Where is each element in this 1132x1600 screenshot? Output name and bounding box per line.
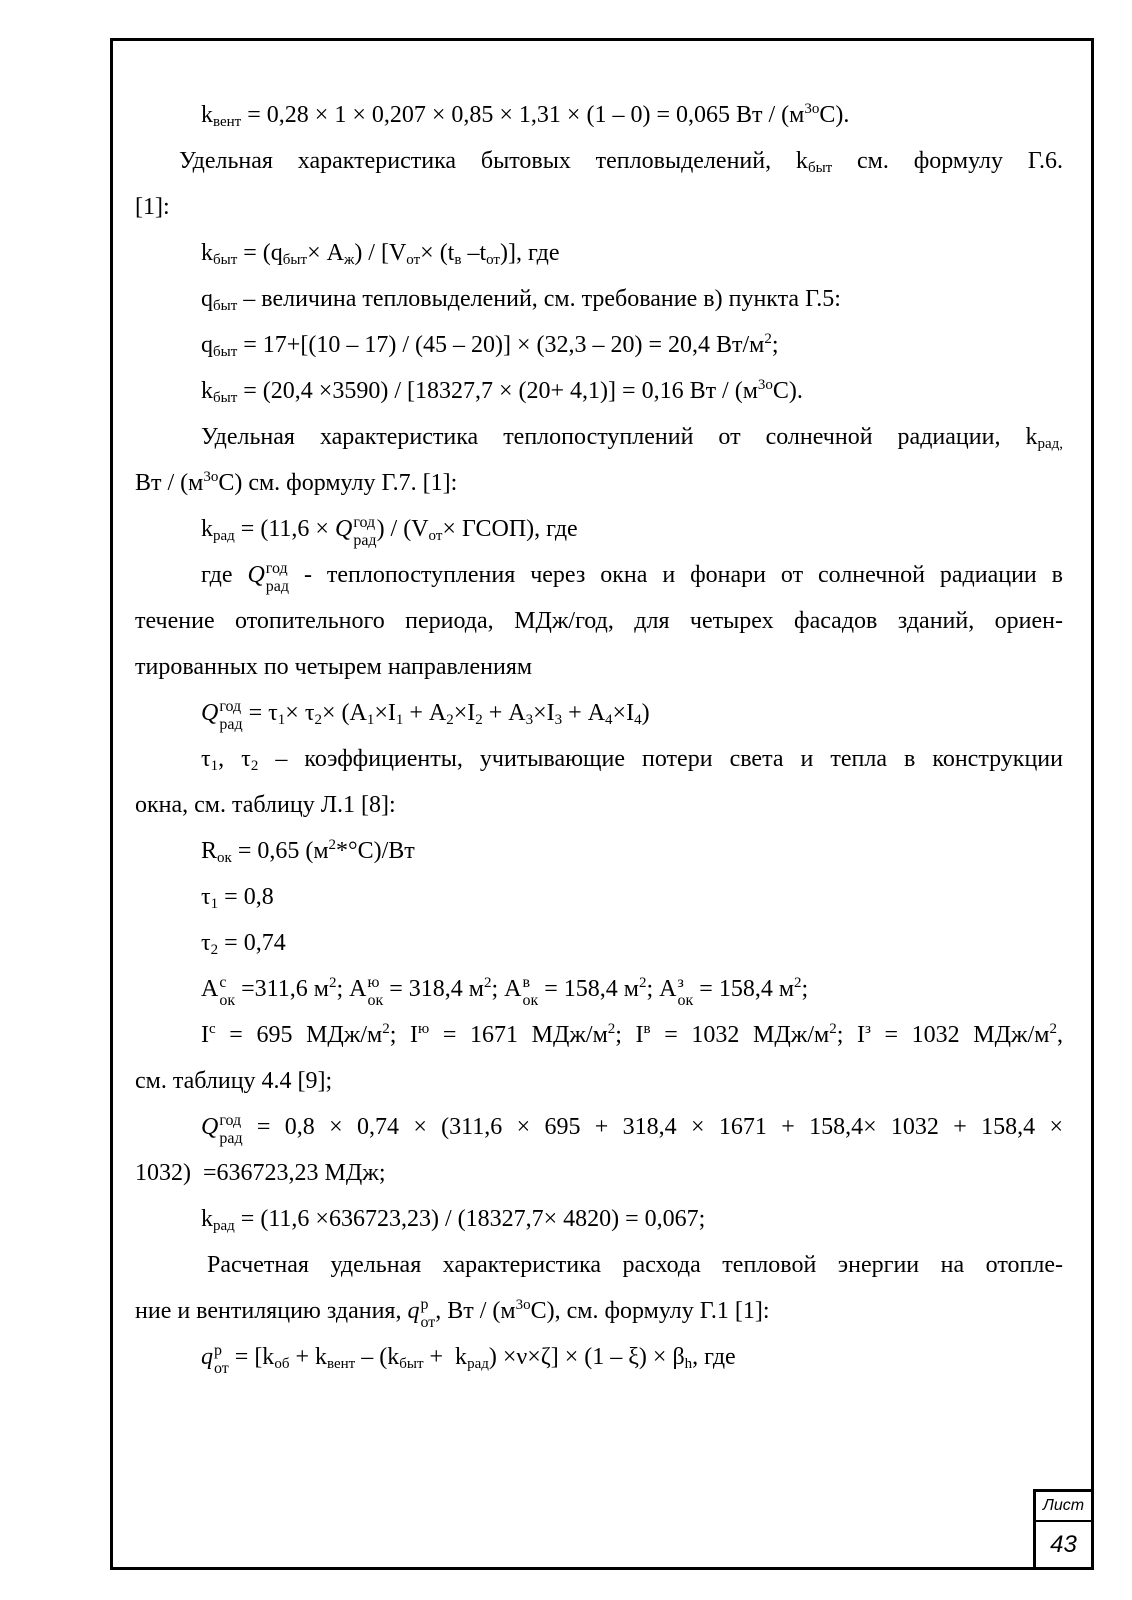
formula-k-rad-value: $k_{рад} = (11,6 \times 636723,23) / (18327,7\times 4820) = 0,067$;	[201, 1206, 706, 1234]
values-i: $I^с = 695$ МДж/$м^2$; $I^ю = 1671$ МДж/$м^2$; $I^в = 1032$ МДж/$м^2$; $I^з = 1032$ МДж/$м^2$,	[201, 1021, 1063, 1048]
sheet-number: 43	[1050, 1531, 1077, 1558]
paragraph-tau: $\tau_1$, $\tau_2$ – коэффициенты, учитывающие потери света и тепла в конструкции	[201, 746, 1063, 774]
formula-q-byt: $q_{быт} = 17+[(10 - 17) / (45 - 20)] \times (32,3 - 20) = 20,4$ $Вт/м^2$;	[201, 331, 779, 360]
paragraph-q-ot-intro: Расчетная удельная характеристика расхода тепловой энергии на отопле-	[207, 1252, 1063, 1278]
value-tau1: $\tau_1 = 0,8$	[201, 884, 274, 912]
value-tau2: $\tau_2 = 0,74$	[201, 930, 286, 958]
formula-k-rad: $k_{рад} = (11,6 \times Q$ год рад ) / ($V_{от}\times$ ГСОП), где	[201, 514, 578, 549]
formula-q-ot: q р от = $[k_{об} + k_{вент} - (k_{быт} + k_{рад}) \times\nu\times\zeta] \times (1 - \xi) \times \beta_h$, где	[201, 1342, 736, 1377]
paragraph-q-rad-def: где Q год рад - теплопоступления через окна и фонари от солнечной радиации в	[201, 560, 1063, 595]
formula-q-rad: Q год рад = $\tau_1\times \tau_2\times (А_1\times I_1 + А_2\times I_2 + А_3\times I_3 + А_4\times I_4)$	[201, 698, 650, 733]
sheet-label: Лист	[1036, 1492, 1091, 1522]
paragraph-k-rad-intro-cont: Вт / $(м^{3о}С)$ см. формулу Г.7. [1]:	[135, 469, 458, 496]
formula-k-byt: $k_{быт} = (q_{быт}\times А_ж) / [V_{от}\times (t_в$ $-t_{от}$)], где	[201, 240, 560, 268]
paragraph-q-rad-def-cont2: тированных по четырем направлениям	[135, 654, 533, 680]
value-r-ok: $R_{ок} = 0,65$ $(м^2*^\circ С)/Вт$	[201, 837, 415, 866]
formula-k-vent: $k_{вент} = 0,28 \times 1 \times 0,207 \times 0,85 \times 1,31 \times (1 - 0) = 0,065$ Вт / $(м^{3о}С)$.	[201, 101, 850, 130]
reference-1: [1]:	[135, 194, 170, 220]
sheet-stamp	[1033, 1489, 1091, 1567]
values-a-ok: А с ок =311,6 $м^2$; А ю ок = 318,4 $м^2$; А в ок = 158,4 $м^2$; А з ок = 158,4 $м^2$;	[201, 974, 809, 1009]
paragraph-k-rad-intro: Удельная характеристика теплопоступлений от солнечной радиации, $k_{рад,}$	[201, 424, 1063, 452]
formula-q-rad-value: Q год рад = 0,8 × 0,74 × (311,6 × 695 + 318,4 × 1671 + 158,4× 1032 + 158,4 ×	[201, 1112, 1063, 1147]
document-body	[135, 92, 1063, 1380]
values-i-ref: см. таблицу 4.4 [9];	[135, 1068, 333, 1094]
definition-q-byt: $q_{быт}$ – величина тепловыделений, см. требование в) пункта Г.5:	[201, 286, 841, 314]
formula-k-byt-value: $k_{быт} = (20,4 \times 3590) / [18327,7 \times (20+ 4,1)] = 0,16$ Вт / $(м^{3о}С)$.	[201, 377, 803, 406]
paragraph-q-ot-intro-cont: ние и вентиляцию здания, q р от , Вт / $(м^{3о}С)$, см. формулу Г.1 [1]:	[135, 1296, 770, 1331]
paragraph-tau-cont: окна, см. таблицу Л.1 [8]:	[135, 792, 396, 818]
formula-q-rad-value-cont: 1032) =636723,23 МДж;	[135, 1160, 386, 1186]
paragraph-q-rad-def-cont1: течение отопительного периода, МДж/год, для четырех фасадов зданий, ориен-	[135, 608, 1063, 634]
paragraph-k-byt-intro: Удельная характеристика бытовых тепловыделений, $k_{быт}$ см. формулу Г.6.	[179, 148, 1063, 176]
